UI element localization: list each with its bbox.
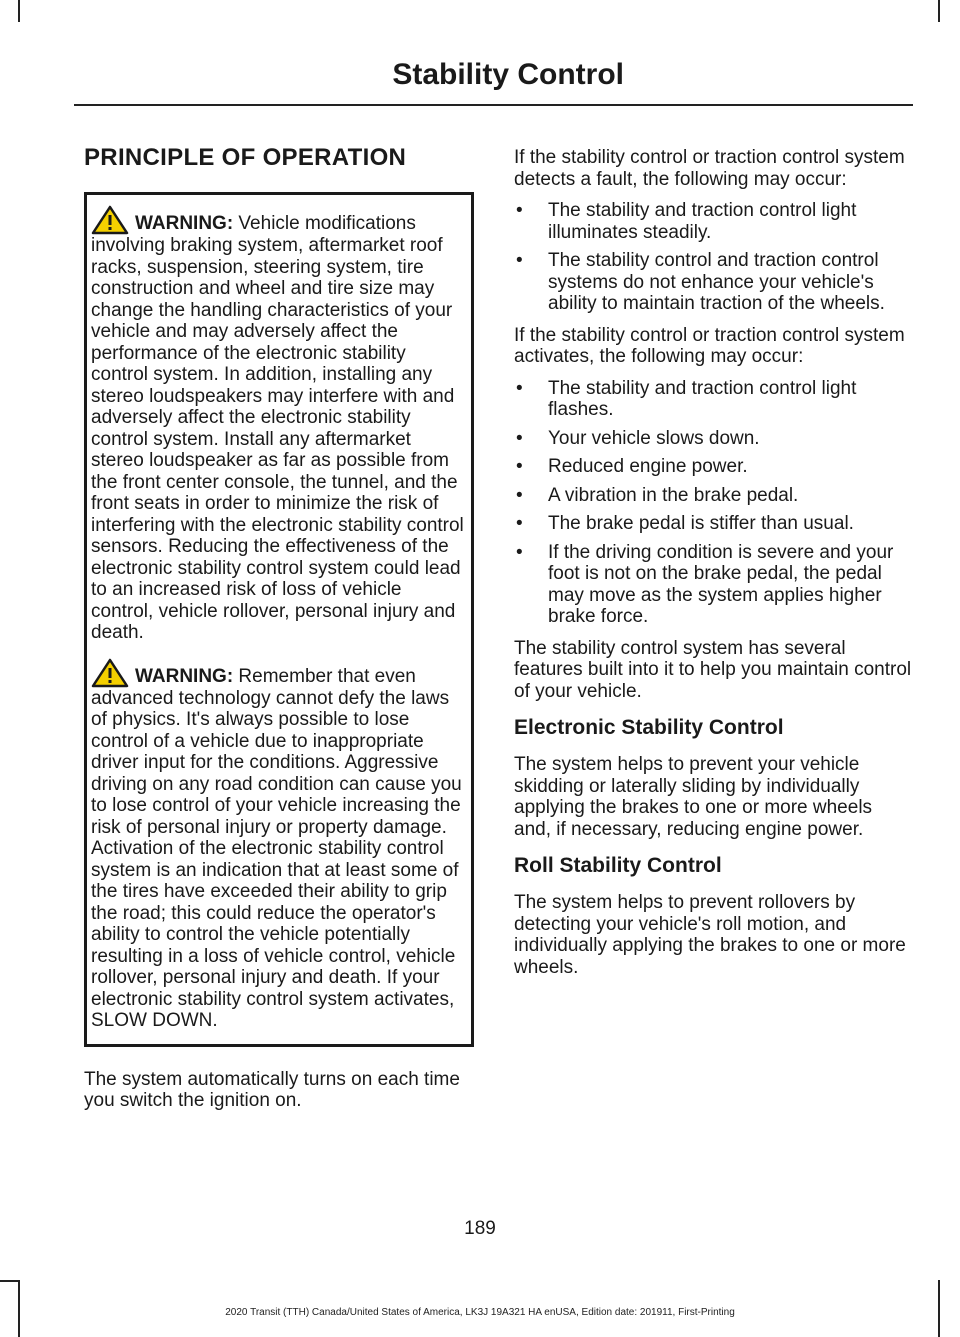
bullet: • <box>516 377 523 399</box>
list-item-text: The stability control and traction control systems do not enhance your vehicle's ability to maintain traction of the wheels. <box>548 250 885 314</box>
warning-triangle-icon <box>91 658 129 688</box>
list-item <box>514 485 914 507</box>
fault-list <box>514 200 914 315</box>
bullet: • <box>516 427 523 449</box>
page-header-title: Stability Control <box>392 58 624 91</box>
warning-text: Remember that even advanced technology cannot defy the laws of physics. It's always possible to lose control of a vehicle due to inappropriate driver input for the conditions. Aggressive driving on any road condition can cause you to lose control of your vehicle increasing the risk of personal injury or property damage. Activation of the electronic stability control system is an indication that at least some of the tires have exceeded their ability to grip the road; this could reduce the operator's ability to control the vehicle potentially resulting in a loss of vehicle control, vehicle rollover, personal injury and death. If your electronic stability control system activates, SLOW DOWN. <box>91 665 462 1031</box>
list-item-text: The stability and traction control light illuminates steadily. <box>548 200 857 243</box>
activate-intro: If the stability control or traction control system activates, the following may occur: <box>514 324 905 367</box>
footer-edition-info: 2020 Transit (TTH) Canada/United States of America, LK3J 19A321 HA enUSA, Edition date: 201911, First-Printing <box>225 1307 735 1318</box>
list-item <box>514 250 914 315</box>
crop-mark-top-left <box>18 0 20 22</box>
rsc-text: The system helps to prevent rollovers by detecting your vehicle's roll motion, and individually applying the brakes to one or more wheels. <box>514 892 906 978</box>
section-title: PRINCIPLE OF OPERATION <box>84 144 407 171</box>
activate-list <box>514 378 914 628</box>
esc-text: The system helps to prevent your vehicle skidding or laterally sliding by individually applying the brakes to one or more wheels and, if necessary, reducing engine power. <box>514 754 873 840</box>
warning-text: Vehicle modifications involving braking system, aftermarket roof racks, suspension, steering system, tire construction and wheel and tire size may change the handling characteristics of your vehicle and may adversely affect the performance of the electronic stability control system. In addition, installing any stereo loudspeakers may interfere with and adversely affect the electronic stability control system. Install any aftermarket stereo loudspeaker as far as possible from the front center console, the tunnel, and the front seats in order to minimize the risk of interfering with the electronic stability control sensors. Reducing the effectiveness of the electronic stability control system could lead to an increased risk of loss of vehicle control, vehicle rollover, personal injury and death. <box>91 213 464 643</box>
rsc-heading: Roll Stability Control <box>514 854 722 877</box>
list-item-text: The stability and traction control light flashes. <box>548 377 857 420</box>
left-column <box>84 144 474 1122</box>
list-item <box>514 378 914 421</box>
fault-intro: If the stability control or traction control system detects a fault, the following may occur: <box>514 147 905 190</box>
warning-triangle-icon <box>91 205 129 235</box>
header-divider <box>74 104 913 106</box>
list-item-text: If the driving condition is severe and your foot is not on the brake pedal, the pedal may move as the system applies higher brake force. <box>548 541 894 627</box>
warning-label: WARNING: <box>135 213 234 234</box>
list-item <box>514 456 914 478</box>
warning-label: WARNING: <box>135 665 234 687</box>
bullet: • <box>516 484 523 506</box>
crop-mark-bottom-left-h <box>0 1280 20 1282</box>
features-text: The stability control system has several features built into it to help you maintain control of your vehicle. <box>514 637 912 702</box>
crop-mark-top-right <box>938 0 940 22</box>
list-item-text: Reduced engine power. <box>548 456 748 477</box>
list-item <box>514 200 914 243</box>
ignition-note: The system automatically turns on each time you switch the ignition on. <box>84 1068 460 1111</box>
bullet: • <box>516 541 523 563</box>
warning-box <box>84 192 474 1047</box>
bullet: • <box>516 513 523 534</box>
bullet: • <box>516 250 523 271</box>
esc-heading: Electronic Stability Control <box>514 716 784 739</box>
list-item <box>514 428 914 450</box>
warning-paragraph-2 <box>91 658 465 1032</box>
list-item <box>514 542 914 628</box>
right-column <box>514 147 914 988</box>
bullet: • <box>516 456 523 477</box>
list-item <box>514 513 914 535</box>
warning-paragraph-1 <box>91 205 465 644</box>
page-number: 189 <box>464 1218 496 1239</box>
bullet: • <box>516 200 523 221</box>
list-item-text: The brake pedal is stiffer than usual. <box>548 513 854 534</box>
list-item-text: Your vehicle slows down. <box>548 427 760 449</box>
list-item-text: A vibration in the brake pedal. <box>548 484 799 506</box>
